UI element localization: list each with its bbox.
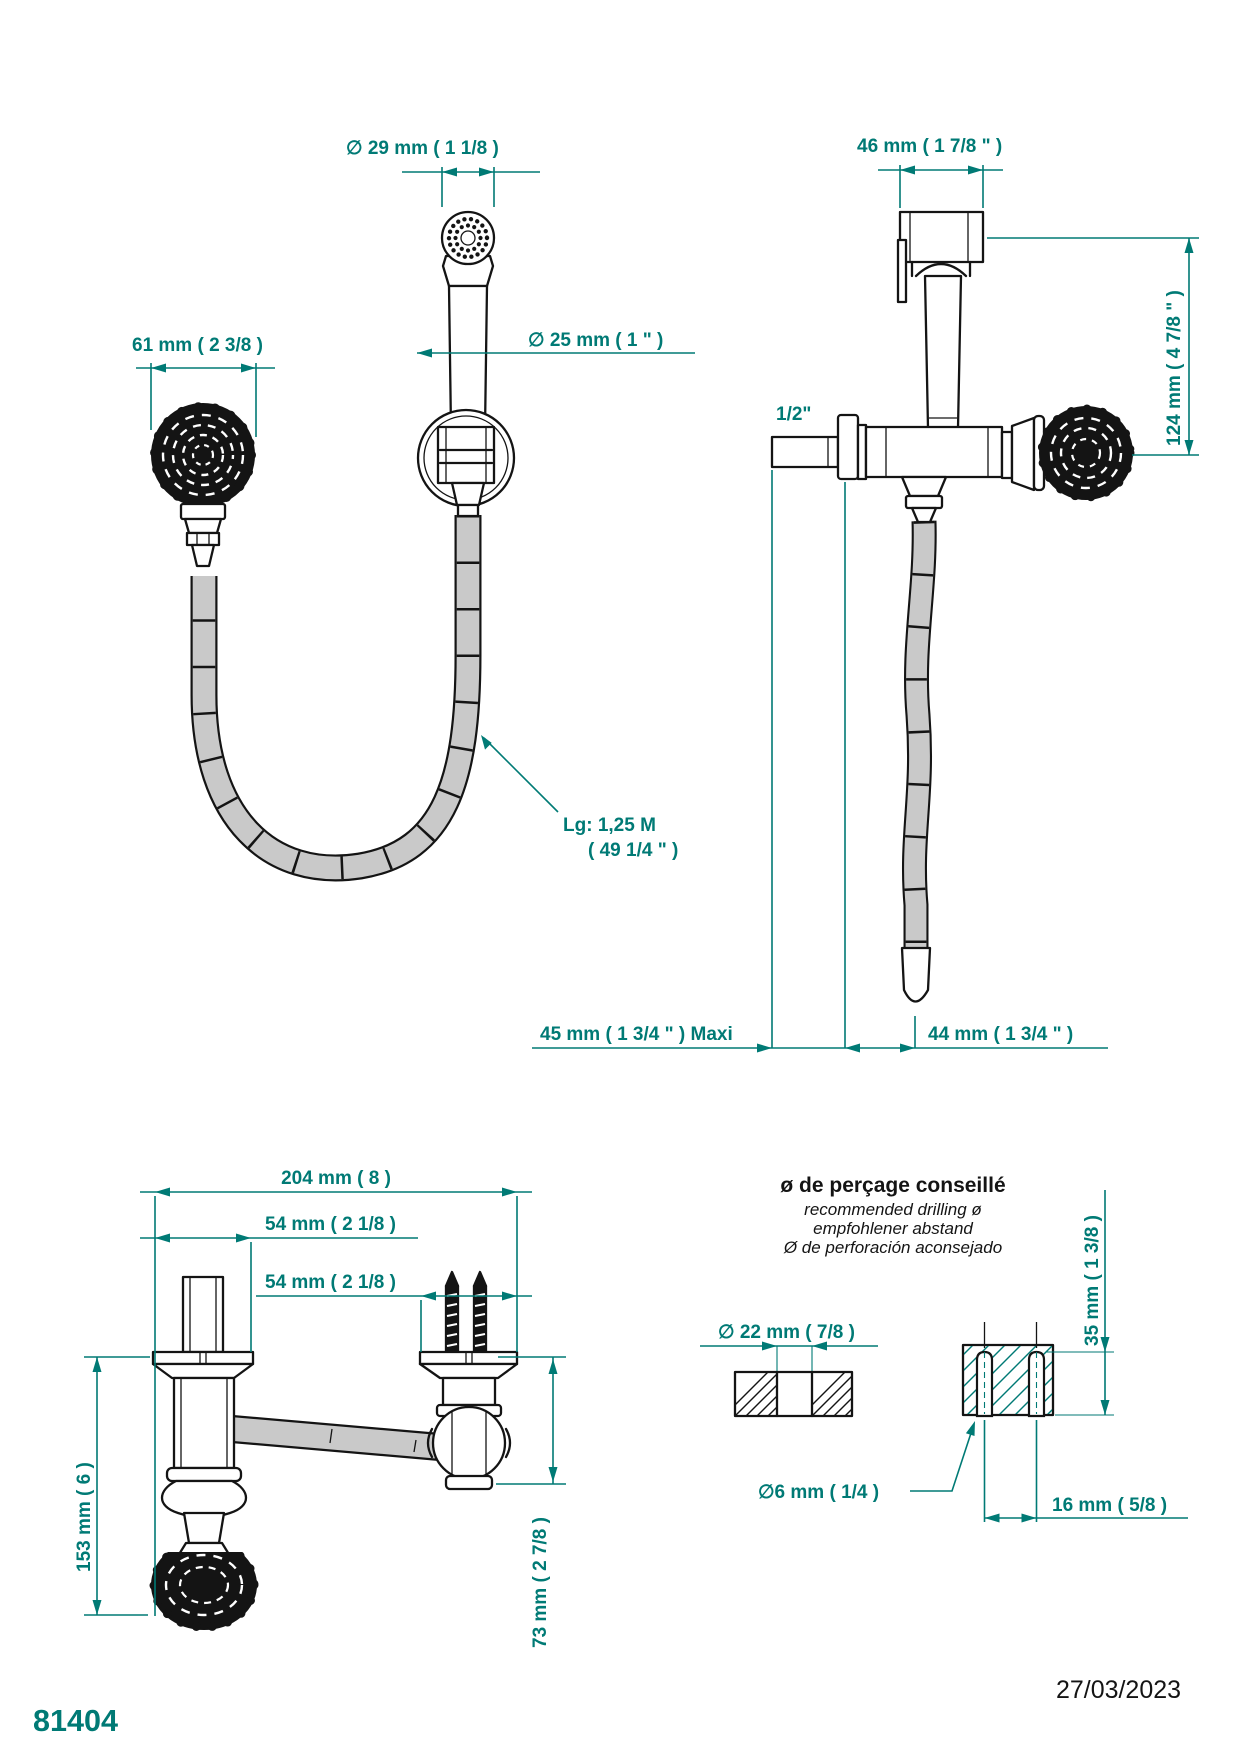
dim-screw-hole-diameter <box>758 1421 975 1503</box>
bracket-plan <box>420 1272 517 1489</box>
drilling-title-fr: ø de perçage conseillé <box>780 1174 1006 1197</box>
dim-screw-hole-depth <box>1046 1190 1114 1415</box>
wall-valve-side <box>772 415 1044 522</box>
dim-overall-width-label: 204 mm ( 8 ) <box>281 1168 391 1189</box>
product-code: 81404 <box>33 1703 119 1738</box>
pipe-hole-block <box>724 1372 889 1416</box>
spray-head-front <box>442 212 494 286</box>
dim-valve-spacing-label: 54 mm ( 2 1/8 ) <box>265 1214 396 1235</box>
dim-screw-hole-spacing-label: 16 mm ( 5/8 ) <box>1052 1495 1168 1516</box>
drilling-section <box>700 1174 1188 1523</box>
dim-screw-hole-depth-label: 35 mm ( 1 3/8 ) <box>1082 1215 1103 1346</box>
dim-bracket-depth <box>496 1357 566 1648</box>
decorative-knob-side <box>1040 407 1132 499</box>
plan-view <box>152 1272 517 1629</box>
dim-screw-hole-diameter-label: ∅6 mm ( 1/4 ) <box>758 1482 880 1503</box>
dim-hose-length <box>481 735 678 861</box>
dim-valve-depth <box>74 1357 150 1615</box>
dim-bracket-width-label: 46 mm ( 1 7/8 " ) <box>857 136 1003 157</box>
inlet-port-plan <box>183 1277 223 1352</box>
shower-hose-side <box>902 521 930 1002</box>
drilling-line-de: empfohlener abstand <box>813 1219 973 1238</box>
side-view <box>772 212 1132 1002</box>
connecting-arm-plan <box>232 1416 440 1460</box>
dim-bracket-spacing-label: 54 mm ( 2 1/8 ) <box>265 1272 396 1293</box>
dim-knob-width-label: 61 mm ( 2 3/8 ) <box>132 335 263 356</box>
mounting-screws <box>446 1272 486 1352</box>
spray-handle-side <box>925 276 961 428</box>
drilling-line-en: recommended drilling ø <box>804 1200 982 1219</box>
decorative-knob-plan <box>152 1541 256 1629</box>
dim-head-diameter-label: ∅ 29 mm ( 1 1/8 ) <box>346 138 499 159</box>
dim-valve-offset-label: 44 mm ( 1 3/4 " ) <box>928 1024 1074 1045</box>
shower-hose-front <box>204 515 468 868</box>
decorative-knob-front <box>152 404 254 506</box>
hose-length-inches-label: ( 49 1/4 " ) <box>588 840 679 861</box>
dim-mount-height-label: 124 mm ( 4 7/8 " ) <box>1164 290 1185 446</box>
dim-wall-distances <box>532 470 1108 1053</box>
spray-handle-front <box>449 286 487 430</box>
dim-valve-depth-label: 153 mm ( 6 ) <box>74 1462 95 1572</box>
drilling-line-es: Ø de perforación aconsejado <box>783 1238 1003 1257</box>
wall-bracket-front <box>418 410 514 516</box>
hose-length-label: Lg: 1,25 M <box>563 815 656 836</box>
dim-head-diameter <box>346 138 540 207</box>
revision-date: 27/03/2023 <box>1056 1676 1181 1704</box>
hose-outlet <box>902 477 946 496</box>
dim-bracket-width <box>857 136 1003 208</box>
dim-handle-diameter-label: ∅ 25 mm ( 1 " ) <box>528 330 664 351</box>
footer <box>33 1676 1181 1738</box>
dim-bracket-spacing <box>256 1272 532 1352</box>
side-view-dimensions <box>532 136 1199 1053</box>
hose-end-tip <box>902 948 930 1002</box>
dim-screw-hole-spacing <box>984 1420 1188 1523</box>
dim-wall-distance-maxi-label: 45 mm ( 1 3/4 " ) Maxi <box>540 1024 733 1045</box>
knob-hose-connector <box>181 504 225 566</box>
dim-bracket-depth-label: 73 mm ( 2 7/8 ) <box>530 1517 551 1648</box>
inlet-thread-label: 1/2" <box>776 404 812 425</box>
wall-flange <box>838 415 858 479</box>
dim-pipe-hole-label: ∅ 22 mm ( 7/8 ) <box>718 1322 855 1343</box>
front-view <box>152 212 514 868</box>
